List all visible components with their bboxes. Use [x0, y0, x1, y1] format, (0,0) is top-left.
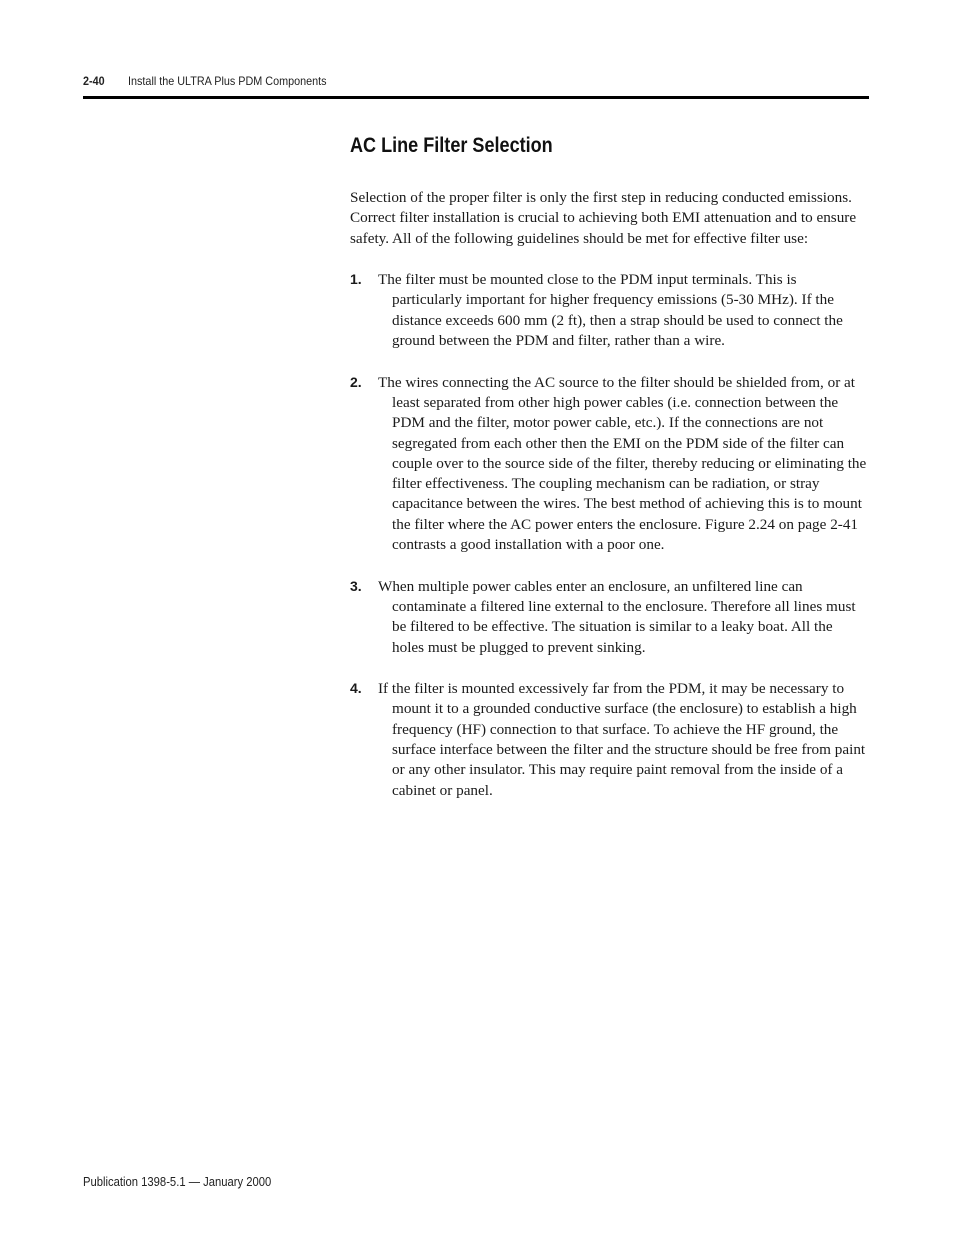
section-title: Install the ULTRA Plus PDM Components [128, 74, 327, 88]
list-item [350, 678, 868, 801]
list-item [350, 372, 868, 556]
page-number: 2-40 [83, 74, 105, 88]
guideline-list [350, 269, 868, 801]
list-item-number: 4. [350, 680, 362, 697]
list-item-text: If the filter is mounted excessively far from the PDM, it may be necessary to mount it to a grounded conductive surface (the enclosure) to establish a high frequency (HF) connection to that surface. To achieve the HF ground, the surface interface between the filter and the structure should be free from paint or any other insulator. This may require paint removal from the inside of a cabinet or panel. [378, 680, 866, 799]
list-item-text: When multiple power cables enter an enclosure, an unfiltered line can contaminate a filtered line external to the enclosure. Therefore all lines must be filtered to be effective. The situation is similar to a leaky boat. All the holes must be plugged to prevent sinking. [378, 577, 856, 656]
page-header [83, 74, 327, 88]
list-item [350, 269, 868, 351]
body-text [350, 188, 868, 821]
list-item-number: 1. [350, 271, 362, 288]
publication-footer: Publication 1398-5.1 — January 2000 [83, 1175, 272, 1189]
list-item-number: 3. [350, 577, 362, 594]
header-divider [83, 96, 869, 99]
section-heading: AC Line Filter Selection [350, 134, 553, 157]
list-item-number: 2. [350, 373, 362, 390]
list-item-text: The wires connecting the AC source to the filter should be shielded from, or at least separated from other high power cables (i.e. connection between the PDM and the filter, motor power cable, etc.). If the connections are not segregated from each other then the EMI on the PDM side of the filter can couple over to the source side of the filter, thereby reducing or eliminating the filter effectiveness. The coupling mechanism can be radiation, or stray capacitance between the wires. The best method of achieving this is to mount the filter where the AC power enters the enclosure. Figure 2.24 on page 2-41 contrasts a good installation with a poor one. [378, 373, 867, 554]
list-item-text: The filter must be mounted close to the PDM input terminals. This is particularly important for higher frequency emissions (5-30 MHz). If the distance exceeds 600 mm (2 ft), then a strap should be used to connect the ground between the PDM and filter, rather than a wire. [378, 271, 843, 350]
intro-paragraph: Selection of the proper filter is only the first step in reducing conducted emissions. Correct filter installation is crucial to achieving both EMI attenuation and to ensure safety. All of the following guidelines should be met for effective filter use: [350, 189, 857, 247]
list-item [350, 576, 868, 658]
